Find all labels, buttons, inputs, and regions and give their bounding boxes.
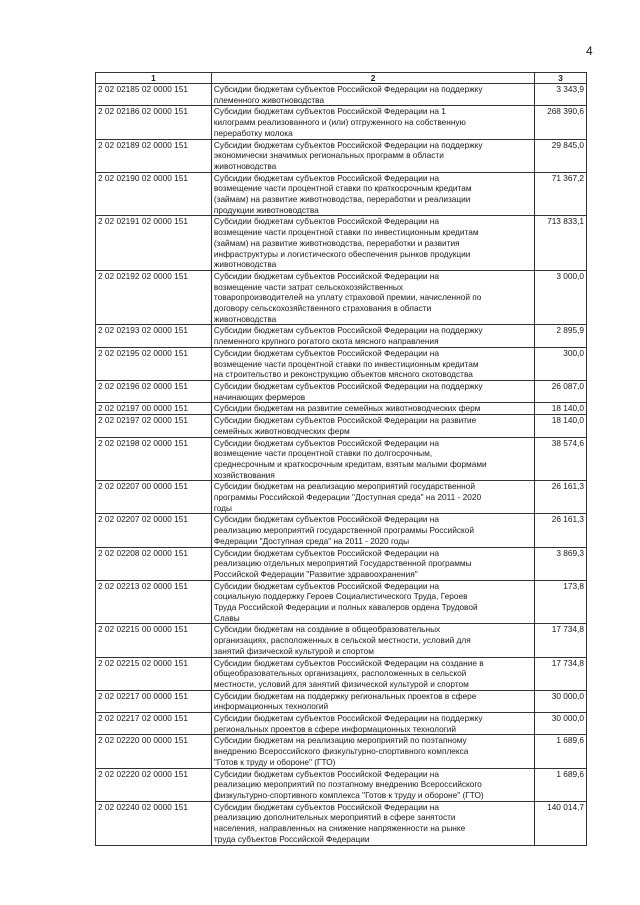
row-description-text: Субсидии бюджетам субъектов Российской Федерации на реализацию отдельных мероприятий Государственной программы Российской Федерации "Развитие здравоохранения" xyxy=(213,547,472,579)
row-amount-text: 3 343,9 xyxy=(556,84,584,94)
table-row xyxy=(96,690,587,712)
row-description-text: Субсидии бюджетам субъектов Российской Федерации на поддержку экономически значимых региональных программ в области животноводства xyxy=(213,139,483,171)
table-row xyxy=(96,437,587,481)
row-amount xyxy=(535,580,587,624)
row-code-text: 2 02 02193 02 0000 151 xyxy=(98,325,188,336)
row-amount-text: 1 689,6 xyxy=(556,735,584,746)
column-header-1: 1 xyxy=(96,73,212,84)
row-description xyxy=(211,547,534,580)
row-description-text: Субсидии бюджетам субъектов Российской Федерации на возмещение части процентной ставки по инвестиционным кредитам на строительство и реконструкцию объектов мясного скотоводства xyxy=(213,347,479,380)
row-code-text: 2 02 02220 00 0000 151 xyxy=(98,735,188,746)
row-description-text: Субсидии бюджетам субъектов Российской Федерации на реализацию мероприятий по поэтапному внедрению Всероссийского физкультурно-спортивного комплекса "Готов к труду и обороне" (ГТО) xyxy=(213,768,484,800)
table-row xyxy=(96,580,587,624)
row-description-text: Субсидии бюджетам на реализацию мероприятий государственной программы Российской Федерации "Доступная среда" на 2011 - 2020 годы xyxy=(213,481,482,513)
row-amount-text: 29 845,0 xyxy=(551,139,584,150)
table-row xyxy=(96,624,587,657)
row-amount-text: 30 000,0 xyxy=(551,690,584,701)
row-amount xyxy=(535,325,587,347)
row-amount xyxy=(535,481,587,514)
row-amount-text: 173,8 xyxy=(563,580,584,591)
row-amount-text: 268 390,6 xyxy=(547,106,584,117)
row-code-text: 2 02 02190 02 0000 151 xyxy=(98,172,188,183)
table-row xyxy=(96,380,587,402)
row-amount-text: 17 734,8 xyxy=(551,657,584,668)
row-code-text: 2 02 02198 02 0000 151 xyxy=(98,437,188,448)
row-amount xyxy=(535,657,587,690)
row-description xyxy=(211,172,534,216)
row-code-text: 2 02 02207 00 0000 151 xyxy=(98,481,188,492)
table-row xyxy=(96,415,587,437)
row-description-text: Субсидии бюджетам субъектов Российской Федерации на поддержку племенного животноводства xyxy=(213,84,483,105)
row-description xyxy=(211,380,534,402)
row-amount-text: 38 574,6 xyxy=(551,437,584,448)
row-description xyxy=(211,106,534,139)
row-description xyxy=(211,713,534,735)
row-code xyxy=(96,216,212,271)
row-description xyxy=(211,437,534,481)
row-code-text: 2 02 02189 02 0000 151 xyxy=(98,139,188,150)
row-amount-text: 2 895,9 xyxy=(556,325,584,336)
row-amount xyxy=(535,347,587,380)
table-row xyxy=(96,325,587,347)
table-row xyxy=(96,735,587,768)
row-description xyxy=(211,139,534,172)
table-row xyxy=(96,347,587,380)
row-amount xyxy=(535,624,587,657)
row-amount xyxy=(535,437,587,481)
row-code xyxy=(96,768,212,801)
row-amount-text: 17 734,8 xyxy=(551,624,584,635)
row-code xyxy=(96,657,212,690)
row-description-text: Субсидии бюджетам субъектов Российской Федерации на развитие семейных животноводческих ферм xyxy=(213,415,477,436)
row-code-text: 2 02 02213 02 0000 151 xyxy=(98,580,188,591)
row-code xyxy=(96,84,212,106)
row-code-text: 2 02 02195 02 0000 151 xyxy=(98,347,188,358)
table-row xyxy=(96,139,587,172)
table-row xyxy=(96,481,587,514)
row-code-text: 2 02 02215 00 0000 151 xyxy=(98,624,188,635)
row-amount-text: 71 367,2 xyxy=(551,172,584,183)
page-number: 4 xyxy=(586,44,593,58)
row-amount xyxy=(535,713,587,735)
row-code xyxy=(96,270,212,325)
row-amount xyxy=(535,801,587,845)
row-amount xyxy=(535,139,587,172)
row-amount-text: 26 161,3 xyxy=(551,481,584,492)
row-description xyxy=(211,514,534,547)
row-amount-text: 30 000,0 xyxy=(551,713,584,724)
table-row xyxy=(96,172,587,216)
row-amount-text: 140 014,7 xyxy=(547,801,584,812)
row-amount-text: 26 161,3 xyxy=(551,514,584,525)
row-code xyxy=(96,380,212,402)
row-code-text: 2 02 02185 02 0000 151 xyxy=(98,84,188,94)
row-description-text: Субсидии бюджетам на поддержку региональных проектов в сфере информационных технологий xyxy=(213,690,477,712)
row-description xyxy=(211,347,534,380)
row-code xyxy=(96,325,212,347)
row-description-text: Субсидии бюджетам субъектов Российской Федерации на возмещение части затрат сельскохозяйственных товаропроизводителей на уплату страховой премии, начисленной по договору сельскохозяйственного страхования в области животноводства xyxy=(213,270,482,324)
row-code xyxy=(96,580,212,624)
table-row xyxy=(96,403,587,415)
row-code xyxy=(96,347,212,380)
row-description xyxy=(211,216,534,271)
row-description xyxy=(211,415,534,437)
row-description-text: Субсидии бюджетам субъектов Российской Федерации на социальную поддержку Героев Социалистического Труда, Героев Труда Российской Федерации и полных кавалеров ордена Трудовой Славы xyxy=(213,580,478,623)
row-amount xyxy=(535,216,587,271)
row-description-text: Субсидии бюджетам субъектов Российской Федерации на 1 килограмм реализованного и (или) отгруженного на собственную переработку молока xyxy=(213,106,466,138)
column-header-3: 3 xyxy=(535,73,587,84)
row-amount-text: 3 000,0 xyxy=(556,270,584,281)
row-description xyxy=(211,768,534,801)
row-description xyxy=(211,657,534,690)
row-amount-text: 3 869,3 xyxy=(556,547,584,558)
row-description-text: Субсидии бюджетам субъектов Российской Федерации на поддержку племенного крупного рогатого скота мясного направления xyxy=(213,325,483,347)
row-description-text: Субсидии бюджетам субъектов Российской Федерации на возмещение части процентной ставки по инвестиционным кредитам (займам) на развитие животноводства, переработки и развития инфраструктуры и логистического обеспечения рынков продукции животноводства xyxy=(213,216,479,270)
table-row xyxy=(96,84,587,106)
row-code-text: 2 02 02215 02 0000 151 xyxy=(98,657,188,668)
table-row xyxy=(96,270,587,325)
row-amount xyxy=(535,270,587,325)
row-code-text: 2 02 02217 02 0000 151 xyxy=(98,713,188,724)
row-description xyxy=(211,690,534,712)
row-code xyxy=(96,172,212,216)
row-amount xyxy=(535,415,587,437)
row-code-text: 2 02 02217 00 0000 151 xyxy=(98,690,188,701)
row-code xyxy=(96,415,212,437)
row-amount xyxy=(535,106,587,139)
row-code xyxy=(96,481,212,514)
table-header-row xyxy=(96,73,587,84)
table-row xyxy=(96,547,587,580)
row-description-text: Субсидии бюджетам субъектов Российской Федерации на создание в общеобразовательных организациях, расположенных в сельской местности, условий для занятий физической культурой и спортом xyxy=(213,657,484,689)
row-description xyxy=(211,624,534,657)
table-row xyxy=(96,514,587,547)
row-description xyxy=(211,403,534,415)
row-description xyxy=(211,481,534,514)
row-amount xyxy=(535,172,587,216)
row-code-text: 2 02 02197 00 0000 151 xyxy=(98,403,188,414)
row-code-text: 2 02 02186 02 0000 151 xyxy=(98,106,188,117)
row-description-text: Субсидии бюджетам на создание в общеобразовательных организациях, расположенных в сельской местности, условий для занятий физической культурой и спортом xyxy=(213,624,471,656)
column-header-2: 2 xyxy=(211,73,534,84)
row-code xyxy=(96,437,212,481)
row-description-text: Субсидии бюджетам субъектов Российской Федерации на реализацию мероприятий государственной программы Российской Федерации "Доступная среда" на 2011 - 2020 годы xyxy=(213,514,474,546)
row-code xyxy=(96,713,212,735)
row-amount xyxy=(535,84,587,106)
row-code-text: 2 02 02196 02 0000 151 xyxy=(98,380,188,391)
row-code-text: 2 02 02191 02 0000 151 xyxy=(98,216,188,227)
row-description xyxy=(211,580,534,624)
row-amount xyxy=(535,768,587,801)
row-amount-text: 26 087,0 xyxy=(551,380,584,391)
row-code xyxy=(96,801,212,845)
row-description xyxy=(211,735,534,768)
row-amount xyxy=(535,514,587,547)
row-amount xyxy=(535,547,587,580)
row-description xyxy=(211,270,534,325)
row-code xyxy=(96,547,212,580)
row-code xyxy=(96,106,212,139)
row-code xyxy=(96,624,212,657)
row-code-text: 2 02 02220 02 0000 151 xyxy=(98,768,188,779)
row-description xyxy=(211,801,534,845)
row-code-text: 2 02 02192 02 0000 151 xyxy=(98,270,188,281)
budget-table-body xyxy=(96,73,587,846)
row-amount-text: 18 140,0 xyxy=(551,403,584,414)
row-description-text: Субсидии бюджетам субъектов Российской Федерации на возмещение части процентной ставки по долгосрочным, среднесрочным и краткосрочным кредитам, взятым малыми формами хозяйствования xyxy=(213,437,487,480)
row-amount-text: 713 833,1 xyxy=(547,216,584,227)
row-amount-text: 18 140,0 xyxy=(551,415,584,426)
table-row xyxy=(96,801,587,845)
row-code xyxy=(96,403,212,415)
row-code xyxy=(96,139,212,172)
row-description-text: Субсидии бюджетам субъектов Российской Федерации на поддержку начинающих фермеров xyxy=(213,380,483,402)
row-code xyxy=(96,690,212,712)
row-amount xyxy=(535,690,587,712)
row-description xyxy=(211,325,534,347)
table-row xyxy=(96,657,587,690)
row-description-text: Субсидии бюджетам субъектов Российской Федерации на возмещение части процентной ставки по краткосрочным кредитам (займам) на развитие животноводства, переработки и реализации продукции животноводства xyxy=(213,172,472,215)
row-code xyxy=(96,514,212,547)
row-code xyxy=(96,735,212,768)
table-row xyxy=(96,106,587,139)
row-description-text: Субсидии бюджетам на развитие семейных животноводческих ферм xyxy=(213,403,481,414)
row-code-text: 2 02 02197 02 0000 151 xyxy=(98,415,188,426)
row-amount xyxy=(535,380,587,402)
row-description-text: Субсидии бюджетам субъектов Российской Федерации на реализацию дополнительных мероприятий в сфере занятости населения, направленных на снижение напряженности на рынке труда субъектов Российской Федерации xyxy=(213,801,466,844)
row-amount-text: 1 689,6 xyxy=(556,768,584,779)
table-row xyxy=(96,713,587,735)
row-description xyxy=(211,84,534,106)
row-description-text: Субсидии бюджетам на реализацию мероприятий по поэтапному внедрению Всероссийского физкультурно-спортивного комплекса "Готов к труду и обороне" (ГТО) xyxy=(213,735,469,767)
row-code-text: 2 02 02240 02 0000 151 xyxy=(98,801,188,812)
row-code-text: 2 02 02208 02 0000 151 xyxy=(98,547,188,558)
row-description-text: Субсидии бюджетам субъектов Российской Федерации на поддержку региональных проектов в сфере информационных технологий xyxy=(213,713,483,734)
table-row xyxy=(96,216,587,271)
row-amount xyxy=(535,735,587,768)
row-amount xyxy=(535,403,587,415)
budget-table xyxy=(95,72,587,846)
row-code-text: 2 02 02207 02 0000 151 xyxy=(98,514,188,525)
row-amount-text: 300,0 xyxy=(563,347,584,358)
table-row xyxy=(96,768,587,801)
